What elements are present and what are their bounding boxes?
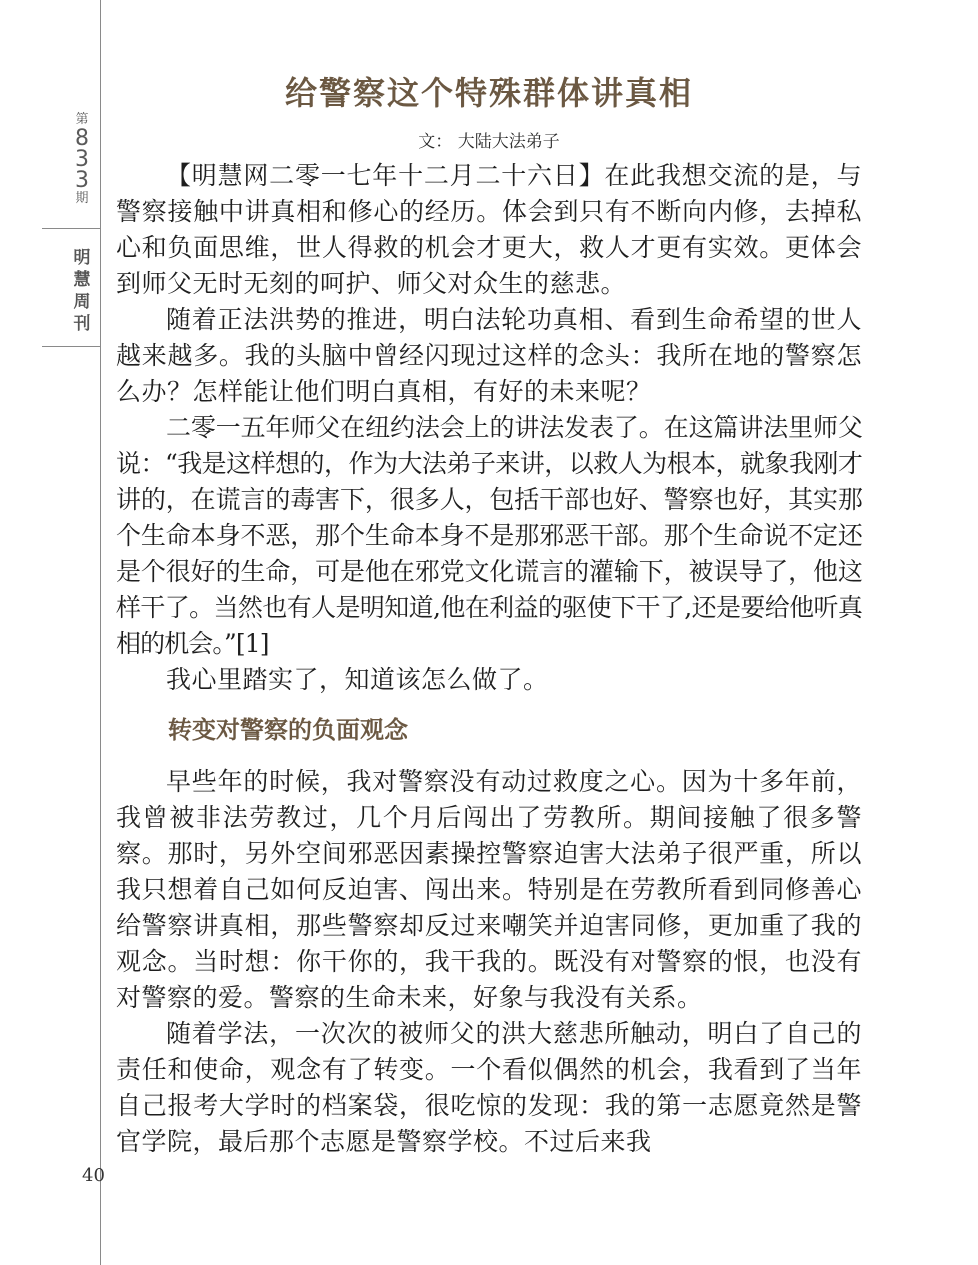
issue-digit: 8 xyxy=(75,126,89,151)
brand-char: 刊 xyxy=(73,314,91,334)
page-number: 40 xyxy=(82,1165,105,1186)
brand-char: 慧 xyxy=(73,270,91,290)
paragraph: 随着学法，一次次的被师父的洪大慈悲所触动，明白了自己的责任和使命，观念有了转变。一个看似偶然的机会，我看到了当年自己报考大学时的档案袋，很吃惊的发现：我的第一志愿竟然是警官学院，最后那个志愿是警察学校。不过后来我 xyxy=(116,1019,862,1156)
issue-suffix: 期 xyxy=(75,191,89,206)
brand-char: 明 xyxy=(73,248,91,268)
paragraph: 随着正法洪势的推进，明白法轮功真相、看到生命希望的世人越来越多。我的头脑中曾经闪现过这样的念头：我所在地的警察怎么办？怎样能让他们明白真相，有好的未来呢？ xyxy=(116,305,862,406)
article-byline: 文： 大陆大法弟子 xyxy=(418,132,560,152)
issue-prefix: 第 xyxy=(75,112,89,127)
article-title: 给警察这个特殊群体讲真相 xyxy=(284,74,693,112)
margin-rule-bottom xyxy=(42,346,101,347)
margin-rule-top xyxy=(42,228,101,229)
issue-digit: 3 xyxy=(75,168,89,193)
brand-char: 周 xyxy=(73,292,91,312)
publication-name xyxy=(62,247,102,335)
section-heading: 转变对警察的负面观念 xyxy=(168,716,408,744)
issue-digit: 3 xyxy=(75,147,89,172)
paragraph: 早些年的时候，我对警察没有动过救度之心。因为十多年前，我曾被非法劳教过，几个月后闯出了劳教所。期间接触了很多警察。那时，另外空间邪恶因素操控警察迫害大法弟子很严重，所以我只想着自己如何反迫害、闯出来。特别是在劳教所看到同修善心给警察讲真相，那些警察却反过来嘲笑并迫害同修，更加重了我的观念。当时想：你干你的，我干我的。既没有对警察的恨，也没有对警察的爱。警察的生命未来，好象与我没有关系。 xyxy=(116,767,862,1012)
paragraph: 二零一五年师父在纽约法会上的讲法发表了。在这篇讲法里师父说：“我是这样想的，作为大法弟子来讲，以救人为根本，就象我刚才讲的，在谎言的毒害下，很多人，包括干部也好、警察也好，其实那个生命本身不恶，那个生命本身不是那邪恶干部。那个生命说不定还是个很好的生命，可是他在邪党文化谎言的灌输下，被误导了，他这样干了。当然也有人是明知道,他在利益的驱使下干了,还是要给他听真相的机会。”[1] xyxy=(116,413,862,658)
paragraph: 【明慧网二零一七年十二月二十六日】在此我想交流的是，与警察接触中讲真相和修心的经历。体会到只有不断向内修，去掉私心和负面思维，世人得救的机会才更大，救人才更有实效。更体会到师父无时无刻的呵护、师父对众生的慈悲。 xyxy=(116,161,862,298)
issue-number xyxy=(62,112,102,207)
article-body xyxy=(116,158,862,1160)
paragraph: 我心里踏实了，知道该怎么做了。 xyxy=(166,665,549,694)
